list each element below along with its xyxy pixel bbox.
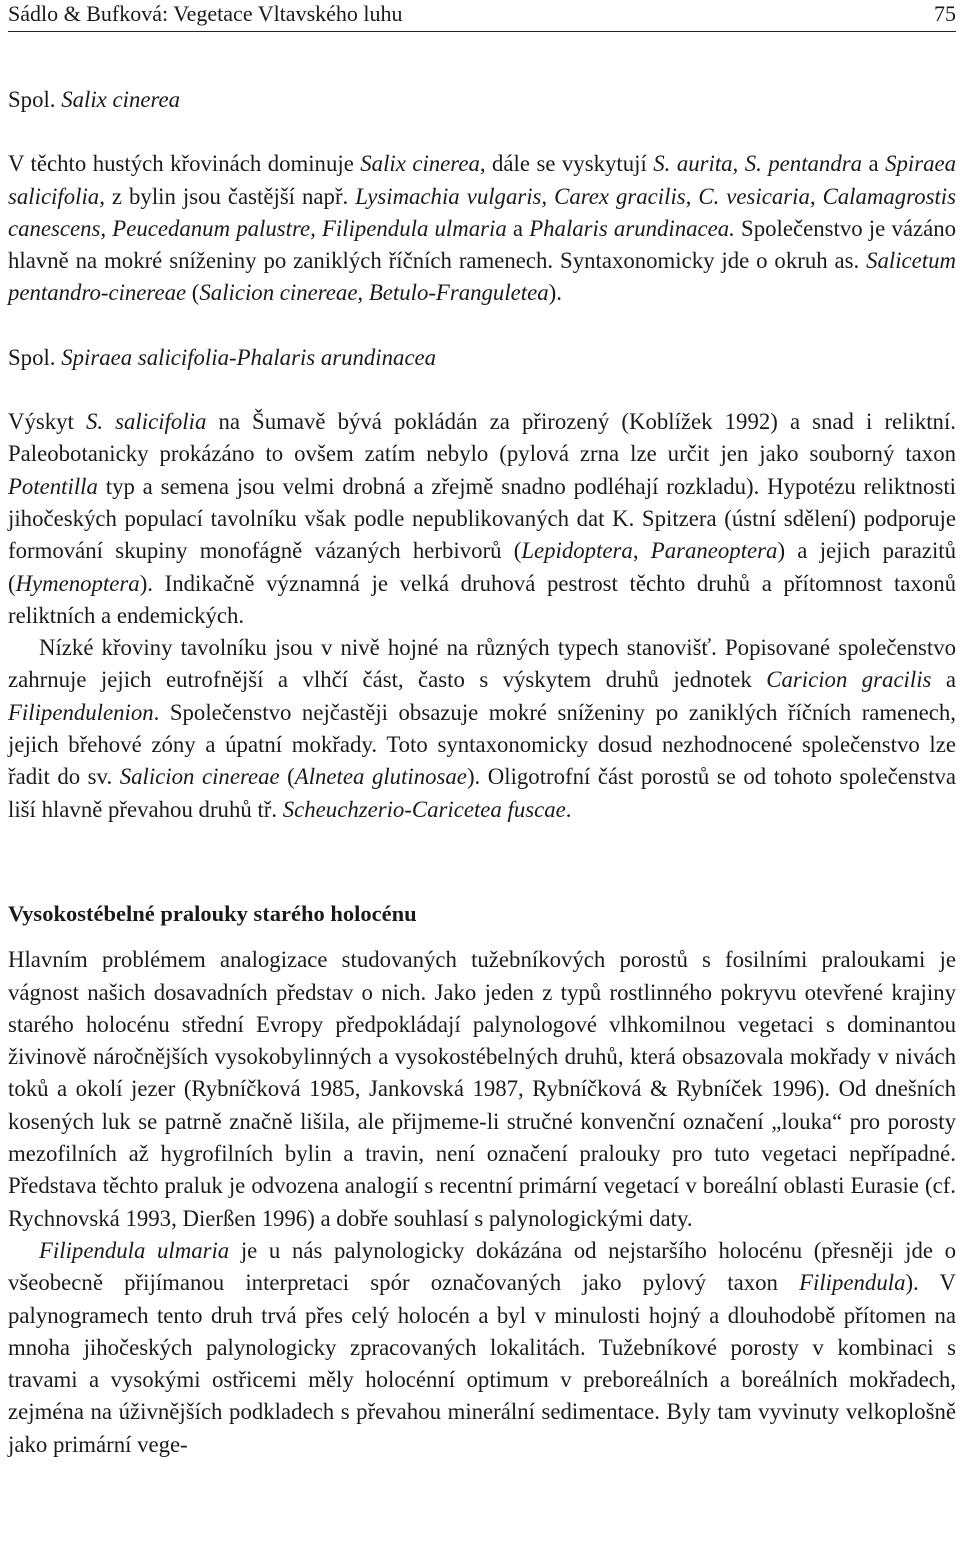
running-title: Sádlo & Bufková: Vegetace Vltavského luhu [8,1,403,26]
section-heading-salix: Spol. Salix cinerea [8,87,181,112]
section-heading-pralouky: Vysokostébelné pralouky starého holocénu [8,900,417,926]
paragraph-salix: V těchto hustých křovinách dominuje Salix cinerea, dále se vyskytují S. aurita, S. pentandra a Spiraea salicifolia, z bylin jsou častější např. Lysimachia vulgaris, Carex gracilis, C. vesicaria, Calamagrostis canescens, Peucedanum palustre, Filipendula ulmaria a Phalaris arundinacea. Společenstvo je vázáno hlavně na mokré sníženiny po zaniklých říčních ramenech. Syntaxonomicky jde o okruh as. Salicetum pentandro-cinereae (Salicion cinereae, Betulo-Franguletea). [8,151,956,306]
running-header [8,0,956,32]
paragraph-spiraea-1: Výskyt S. salicifolia na Šumavě bývá pokládán za přirozený (Koblížek 1992) a snad i reliktní. Paleobotanicky prokázáno to ovšem zatím nebylo (pylová zrna lze určit jen jako souborný taxon Potentilla typ a semena jsou velmi drobná a zřejmě snadno podléhají rozkladu). Hypotézu reliktnosti jihočeských populací tavolníku však podle nepublikovaných dat K. Spitzera (ústní sdělení) podporuje formování skupiny monofágně vázaných herbivorů (Lepidoptera, Paraneoptera) a jejich parazitů (Hymenoptera). Indikačně významná je velká druhová pestrost těchto druhů a přítomnost taxonů reliktních a endemických. [8,409,957,628]
page-number: 75 [934,1,956,26]
page-body [8,84,956,1461]
section-heading-spiraea: Spol. Spiraea salicifolia-Phalaris arundinacea [8,344,437,370]
paragraph-spiraea-2: Nízké křoviny tavolníku jsou v nivě hojné na různých typech stanovišť. Popisované společenstvo zahrnuje jejich eutrofnější a vlhčí část, často s výskytem druhů jednotek Caricion gracilis a Filipendulenion. Společenstvo nejčastěji obsazuje mokré sníženiny po zaniklých říčních ramenech, jejich břehové zóny a úpatní mokřady. Toto syntaxonomicky dosud nezhodnocené společenstvo lze řadit do sv. Salicion cinereae (Alnetea glutinosae). Oligotrofní část porostů se od tohoto společenstva liší hlavně převahou druhů tř. Scheuchzerio-Caricetea fuscae. [8,635,957,822]
paragraph-pralouky-1: Hlavním problémem analogizace studovaných tužebníkových porostů s fosilními praloukami je vágnost našich dosavadních představ o nich. Jako jeden z typů rostlinného pokryvu otevřené krajiny starého holocénu střední Evropy předpokládají palynologové vlhkomilnou vegetaci s dominantou živinově náročnějších vysokobylinných a vysokostébelných druhů, která obsazovala mokřady v nivách toků a okolí jezer (Rybníčková 1985, Jankovská 1987, Rybníčková & Rybníček 1996). Od dnešních kosených luk se patrně značně lišila, ale přijmeme-li stručné konvenční označení „louka“ pro porosty mezofilních až hygrofilních bylin a travin, není označení pralouky pro tuto vegetaci nepřípadné. Představa těchto praluk je odvozena analogií s recentní primární vegetací v boreální oblasti Eurasie (cf. Rychnovská 1993, Dierßen 1996) a dobře souhlasí s palynologickými daty. [8,947,956,1231]
paragraph-pralouky-2: Filipendula ulmaria je u nás palynologicky dokázána od nejstaršího holocénu (přesněji jde o všeobecně přijímanou interpretaci spór označovaných jako pylový taxon Filipendula). V palynogramech tento druh trvá přes celý holocén a byl v minulosti hojný a dlouhodobě přítomen na mnoha jihočeských palynologicky zpracovaných lokalitách. Tužebníkové porosty v kombinaci s travami a vysokými ostřicemi měly holocénní optimum v preboreálních a boreálních mokřadech, zejména na úživnějších podkladech s převahou minerální sedimentace. Byly tam vyvinuty velkoplošně jako primární vege- [8,1237,956,1457]
